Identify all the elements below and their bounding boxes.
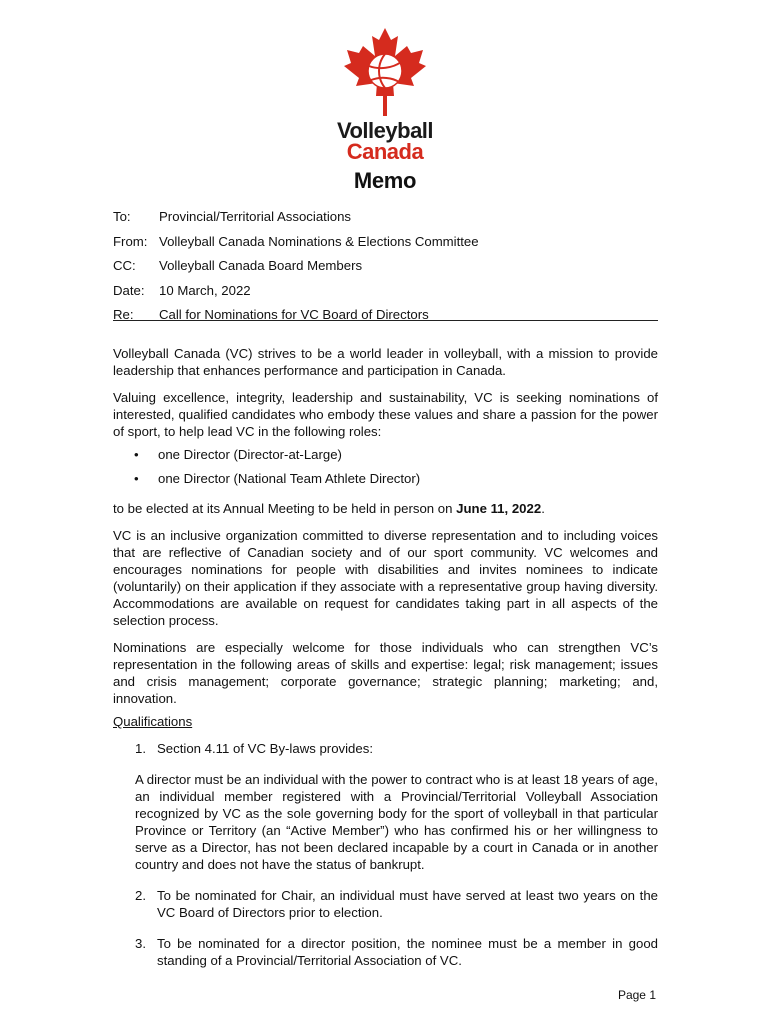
header-value: 10 March, 2022 (159, 282, 251, 298)
qualifications-heading: Qualifications (113, 714, 193, 729)
role-text: one Director (Director-at-Large) (158, 447, 342, 462)
roles-list (113, 446, 658, 494)
header-row-from (113, 233, 658, 258)
skills-paragraph: Nominations are especially welcome for those individuals who can strengthen VC’s representation in the following areas of skills and expertise: legal; risk management; issues and crisis management; corporate governance; strategic planning; marketing; and, innovation. (113, 640, 658, 706)
intro-paragraph: Volleyball Canada (VC) strives to be a world leader in volleyball, with a mission to provide leadership that enhances performance and participation in Canada. (113, 346, 658, 378)
qualification-item (113, 740, 658, 757)
seeking-paragraph: Valuing excellence, integrity, leadership and sustainability, VC is seeking nominations of interested, qualified candidates who embody these values and share a passion for the power of sport, to help lead VC in the following roles: (113, 390, 658, 439)
maple-leaf-volleyball-icon (325, 26, 445, 118)
header-row-re (113, 306, 658, 331)
volleyball-canada-logo (325, 26, 445, 166)
header-value: Call for Nominations for VC Board of Directors (159, 307, 429, 322)
logo-word-volleyball: Volleyball (336, 118, 434, 143)
bullet-icon: • (134, 447, 139, 462)
election-date: June 11, 2022 (456, 501, 542, 516)
election-date-paragraph (113, 500, 658, 517)
header-row-date (113, 282, 658, 307)
header-label: To: (113, 209, 131, 224)
election-date-suffix: . (541, 501, 545, 516)
item-text: To be nominated for a director position, the nominee must be a member in good standing of a Provincial/Territorial Association of VC. (157, 936, 658, 968)
header-label: CC: (113, 258, 136, 273)
header-label: Date: (113, 282, 145, 298)
header-label: Re: (113, 307, 134, 322)
item-number: 2. (135, 888, 146, 903)
page-number: Page 1 (617, 988, 656, 1002)
header-row-to (113, 208, 658, 233)
list-item (113, 446, 658, 470)
memo-body (113, 345, 658, 979)
memo-header (113, 208, 658, 331)
header-value: Volleyball Canada Board Members (159, 258, 363, 273)
header-divider (113, 320, 658, 321)
election-date-prefix: to be elected at its Annual Meeting to be held in person on (113, 501, 457, 516)
item-number: 1. (135, 741, 146, 756)
header-value: Provincial/Territorial Associations (159, 209, 352, 224)
header-value: Volleyball Canada Nominations & Elections Committee (159, 233, 479, 249)
memo-title: Memo (353, 168, 417, 193)
item-number: 3. (135, 936, 146, 951)
role-text: one Director (National Team Athlete Director) (158, 471, 421, 486)
qualification-item (113, 935, 658, 969)
bylaw-quote: A director must be an individual with the power to contract who is at least 18 years of age, an individual member registered with a Provincial/Territorial Volleyball Association recognized by VC as the sole governing body for the sport of volleyball in that particular Province or Territory (an “Active Member”) who has confirmed his or her willingness to serve as a Director, has not been declared incapable by a court in Canada or in another country and does not have the status of bankrupt. (135, 772, 658, 872)
header-label: From: (113, 233, 148, 249)
logo-word-canada: Canada (346, 139, 424, 164)
item-text: To be nominated for Chair, an individual must have served at least two years on the VC Board of Directors prior to election. (157, 888, 658, 920)
item-text: Section 4.11 of VC By-laws provides: (157, 741, 373, 756)
inclusion-paragraph: VC is an inclusive organization committed to diverse representation and to including voices that are reflective of Canadian society and of our sport community. VC welcomes and encourages nominations for people with disabilities and invites nominees to indicate (voluntarily) on their application if they associate with a representative group having diversity. Accommodations are available on request for candidates taking part in all aspects of the selection process. (113, 528, 658, 628)
list-item (113, 470, 658, 494)
bullet-icon: • (134, 471, 139, 486)
qualification-item (113, 887, 658, 921)
header-row-cc (113, 257, 658, 282)
